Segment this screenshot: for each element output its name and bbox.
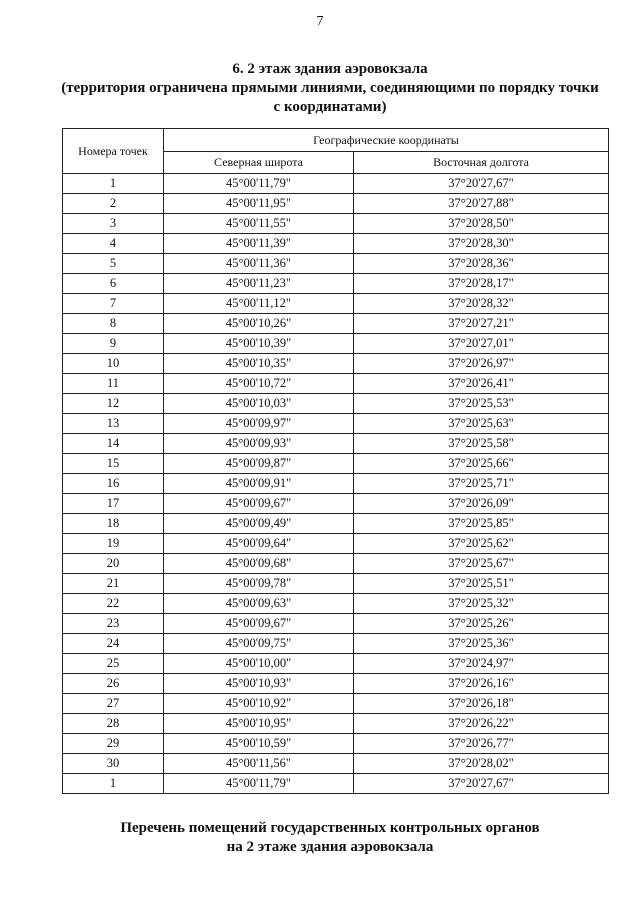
table-row	[63, 734, 609, 754]
longitude-cell: 37°20'25,67"	[354, 554, 609, 574]
point-number-cell: 15	[63, 454, 164, 474]
table-row	[63, 634, 609, 654]
longitude-cell: 37°20'25,58"	[354, 434, 609, 454]
latitude-cell: 45°00'11,79"	[164, 174, 354, 194]
header-geographic-coordinates: Географические координаты	[164, 129, 609, 152]
latitude-cell: 45°00'09,93"	[164, 434, 354, 454]
latitude-cell: 45°00'10,35"	[164, 354, 354, 374]
point-number-cell: 7	[63, 294, 164, 314]
latitude-cell: 45°00'11,56"	[164, 754, 354, 774]
longitude-cell: 37°20'27,67"	[354, 174, 609, 194]
longitude-cell: 37°20'26,97"	[354, 354, 609, 374]
point-number-cell: 24	[63, 634, 164, 654]
latitude-cell: 45°00'11,79"	[164, 774, 354, 794]
point-number-cell: 1	[63, 774, 164, 794]
longitude-cell: 37°20'28,30"	[354, 234, 609, 254]
coordinates-table	[62, 128, 609, 794]
header-point-numbers: Номера точек	[63, 129, 164, 174]
latitude-cell: 45°00'09,64"	[164, 534, 354, 554]
point-number-cell: 2	[63, 194, 164, 214]
longitude-cell: 37°20'26,77"	[354, 734, 609, 754]
table-row	[63, 594, 609, 614]
table-row	[63, 374, 609, 394]
rooms-list-heading	[40, 819, 620, 857]
longitude-cell: 37°20'26,41"	[354, 374, 609, 394]
table-row	[63, 534, 609, 554]
latitude-cell: 45°00'10,95"	[164, 714, 354, 734]
longitude-cell: 37°20'25,62"	[354, 534, 609, 554]
latitude-cell: 45°00'11,55"	[164, 214, 354, 234]
longitude-cell: 37°20'28,50"	[354, 214, 609, 234]
longitude-cell: 37°20'26,18"	[354, 694, 609, 714]
point-number-cell: 10	[63, 354, 164, 374]
latitude-cell: 45°00'10,39"	[164, 334, 354, 354]
latitude-cell: 45°00'09,67"	[164, 494, 354, 514]
rooms-list-heading-line-2: на 2 этаже здания аэровокзала	[226, 839, 434, 855]
table-row	[63, 654, 609, 674]
table-row	[63, 354, 609, 374]
longitude-cell: 37°20'25,85"	[354, 514, 609, 534]
table-row	[63, 214, 609, 234]
longitude-cell: 37°20'28,36"	[354, 254, 609, 274]
latitude-cell: 45°00'09,75"	[164, 634, 354, 654]
longitude-cell: 37°20'25,63"	[354, 414, 609, 434]
longitude-cell: 37°20'27,21"	[354, 314, 609, 334]
latitude-cell: 45°00'10,72"	[164, 374, 354, 394]
latitude-cell: 45°00'10,93"	[164, 674, 354, 694]
table-row	[63, 334, 609, 354]
coordinates-table-body	[63, 174, 609, 794]
latitude-cell: 45°00'09,68"	[164, 554, 354, 574]
longitude-cell: 37°20'25,71"	[354, 474, 609, 494]
point-number-cell: 4	[63, 234, 164, 254]
longitude-cell: 37°20'25,53"	[354, 394, 609, 414]
table-row	[63, 234, 609, 254]
table-row	[63, 494, 609, 514]
point-number-cell: 25	[63, 654, 164, 674]
table-row	[63, 274, 609, 294]
section-subtitle-line-2: с координатами)	[273, 99, 387, 115]
table-row	[63, 614, 609, 634]
latitude-cell: 45°00'09,67"	[164, 614, 354, 634]
table-row	[63, 434, 609, 454]
point-number-cell: 11	[63, 374, 164, 394]
section-subtitle-line-1: (территория ограничена прямыми линиями, соединяющими по порядку точки	[61, 80, 599, 96]
point-number-cell: 14	[63, 434, 164, 454]
table-row	[63, 314, 609, 334]
table-row	[63, 514, 609, 534]
point-number-cell: 23	[63, 614, 164, 634]
latitude-cell: 45°00'10,00"	[164, 654, 354, 674]
longitude-cell: 37°20'28,17"	[354, 274, 609, 294]
point-number-cell: 8	[63, 314, 164, 334]
page-number: 7	[316, 14, 324, 29]
latitude-cell: 45°00'11,95"	[164, 194, 354, 214]
rooms-list-heading-line-1: Перечень помещений государственных контрольных органов	[120, 820, 540, 836]
latitude-cell: 45°00'09,97"	[164, 414, 354, 434]
table-row	[63, 174, 609, 194]
point-number-cell: 13	[63, 414, 164, 434]
latitude-cell: 45°00'10,26"	[164, 314, 354, 334]
point-number-cell: 6	[63, 274, 164, 294]
latitude-cell: 45°00'09,78"	[164, 574, 354, 594]
header-east-longitude: Восточная долгота	[354, 151, 609, 174]
table-row	[63, 254, 609, 274]
longitude-cell: 37°20'24,97"	[354, 654, 609, 674]
point-number-cell: 28	[63, 714, 164, 734]
longitude-cell: 37°20'26,09"	[354, 494, 609, 514]
point-number-cell: 20	[63, 554, 164, 574]
table-row	[63, 194, 609, 214]
table-row	[63, 774, 609, 794]
point-number-cell: 12	[63, 394, 164, 414]
latitude-cell: 45°00'11,36"	[164, 254, 354, 274]
point-number-cell: 5	[63, 254, 164, 274]
table-row	[63, 294, 609, 314]
latitude-cell: 45°00'11,39"	[164, 234, 354, 254]
latitude-cell: 45°00'10,03"	[164, 394, 354, 414]
longitude-cell: 37°20'27,67"	[354, 774, 609, 794]
point-number-cell: 1	[63, 174, 164, 194]
table-row	[63, 574, 609, 594]
latitude-cell: 45°00'11,12"	[164, 294, 354, 314]
latitude-cell: 45°00'11,23"	[164, 274, 354, 294]
table-row	[63, 694, 609, 714]
table-row	[63, 754, 609, 774]
point-number-cell: 30	[63, 754, 164, 774]
point-number-cell: 3	[63, 214, 164, 234]
longitude-cell: 37°20'28,32"	[354, 294, 609, 314]
table-row	[63, 474, 609, 494]
longitude-cell: 37°20'25,26"	[354, 614, 609, 634]
longitude-cell: 37°20'28,02"	[354, 754, 609, 774]
longitude-cell: 37°20'26,16"	[354, 674, 609, 694]
table-row	[63, 714, 609, 734]
table-row	[63, 674, 609, 694]
header-north-latitude: Северная широта	[164, 151, 354, 174]
point-number-cell: 9	[63, 334, 164, 354]
table-row	[63, 454, 609, 474]
point-number-cell: 21	[63, 574, 164, 594]
longitude-cell: 37°20'25,51"	[354, 574, 609, 594]
point-number-cell: 22	[63, 594, 164, 614]
point-number-cell: 29	[63, 734, 164, 754]
longitude-cell: 37°20'25,36"	[354, 634, 609, 654]
latitude-cell: 45°00'09,63"	[164, 594, 354, 614]
point-number-cell: 16	[63, 474, 164, 494]
section-heading	[40, 60, 620, 117]
latitude-cell: 45°00'10,92"	[164, 694, 354, 714]
latitude-cell: 45°00'10,59"	[164, 734, 354, 754]
latitude-cell: 45°00'09,87"	[164, 454, 354, 474]
longitude-cell: 37°20'25,32"	[354, 594, 609, 614]
point-number-cell: 27	[63, 694, 164, 714]
section-title: 6. 2 этаж здания аэровокзала	[232, 61, 428, 77]
table-row	[63, 414, 609, 434]
longitude-cell: 37°20'26,22"	[354, 714, 609, 734]
longitude-cell: 37°20'27,88"	[354, 194, 609, 214]
table-row	[63, 394, 609, 414]
point-number-cell: 26	[63, 674, 164, 694]
longitude-cell: 37°20'27,01"	[354, 334, 609, 354]
point-number-cell: 17	[63, 494, 164, 514]
latitude-cell: 45°00'09,91"	[164, 474, 354, 494]
longitude-cell: 37°20'25,66"	[354, 454, 609, 474]
point-number-cell: 19	[63, 534, 164, 554]
table-row	[63, 554, 609, 574]
point-number-cell: 18	[63, 514, 164, 534]
latitude-cell: 45°00'09,49"	[164, 514, 354, 534]
